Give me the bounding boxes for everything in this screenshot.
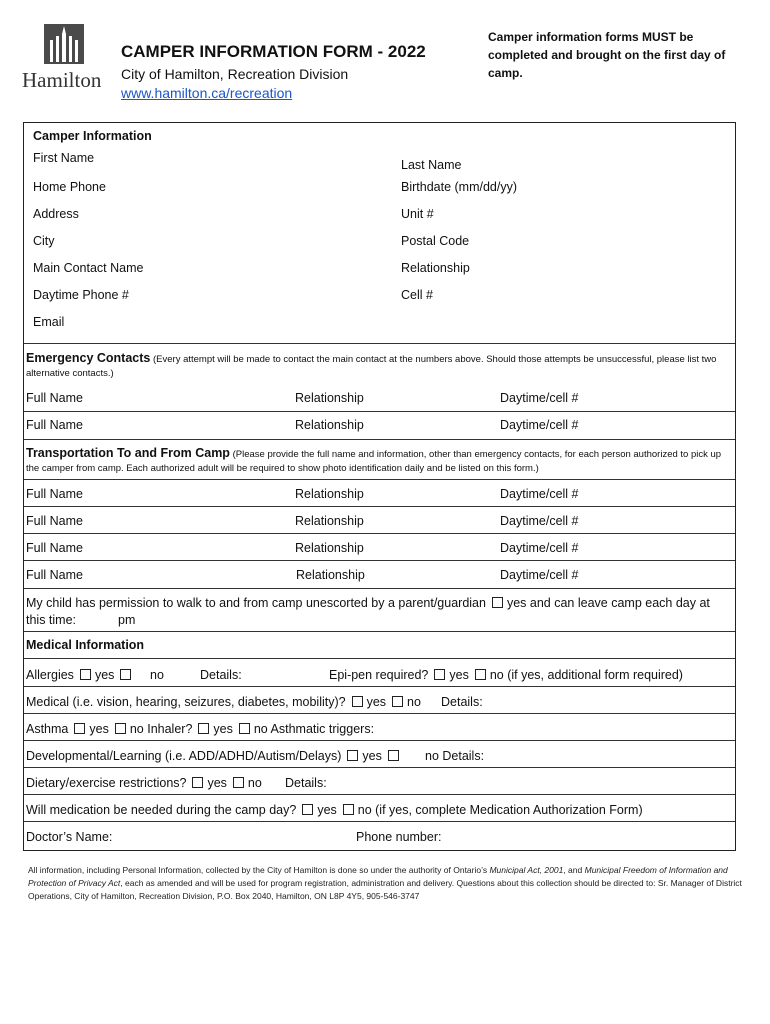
unit-label[interactable]: Unit # (401, 207, 434, 221)
pickup-cell-3[interactable]: Daytime/cell # (500, 541, 579, 555)
medical-no-checkbox[interactable] (392, 696, 403, 707)
dietary-yes-label: yes (207, 776, 227, 790)
medication-note: no (if yes, complete Medication Authorization Form) (357, 803, 643, 817)
allergies-label: Allergies (26, 668, 74, 682)
dietary-label: Dietary/exercise restrictions? (26, 776, 187, 790)
asthma-row (26, 722, 374, 736)
pickup-relationship-3[interactable]: Relationship (295, 541, 364, 555)
cell-label[interactable]: Cell # (401, 288, 433, 302)
daytime-phone-label[interactable]: Daytime Phone # (33, 288, 129, 302)
allergies-no-label: no (150, 668, 164, 682)
address-label[interactable]: Address (33, 207, 79, 221)
transport-note: (Please provide the full name and information, other than emergency contacts, for each person authorized to pick up the camper from camp. Each authorized adult will be required to show photo identification daily and be listed on this form.) (26, 449, 722, 474)
walk-yes-text: yes and can leave camp each day at (506, 596, 710, 610)
inhaler-no-checkbox[interactable] (239, 723, 250, 734)
medical-row (26, 695, 421, 709)
divider (24, 740, 735, 741)
privacy-text-2: , and (563, 865, 585, 875)
divider (24, 631, 735, 632)
divider (24, 767, 735, 768)
medication-yes-label: yes (317, 803, 337, 817)
walk-time-label[interactable]: this time: (26, 613, 77, 627)
divider (24, 439, 735, 440)
last-name-label[interactable]: Last Name (401, 158, 462, 172)
privacy-notice (28, 864, 742, 903)
walk-permission-text: My child has permission to walk to and from camp unescorted by a parent/guardian (26, 596, 486, 610)
city-hall-icon (42, 22, 86, 66)
inhaler-label: no Inhaler? (129, 722, 193, 736)
emergency-heading-block (26, 351, 725, 381)
asthma-triggers-label: no Asthmatic triggers: (253, 722, 375, 736)
epipen-label: Epi-pen required? (329, 668, 429, 682)
medical-yes-label: yes (366, 695, 387, 709)
pickup-full-name-4[interactable]: Full Name (26, 568, 83, 582)
relationship-label[interactable]: Relationship (401, 261, 470, 275)
asthma-yes-label: yes (89, 722, 109, 736)
main-contact-label[interactable]: Main Contact Name (33, 261, 144, 275)
division-name: City of Hamilton, Recreation Division (121, 66, 349, 82)
inhaler-yes-checkbox[interactable] (198, 723, 209, 734)
pickup-relationship-2[interactable]: Relationship (295, 514, 364, 528)
walk-pm-label: pm (118, 613, 136, 627)
allergies-yes-checkbox[interactable] (80, 669, 91, 680)
pickup-cell-1[interactable]: Daytime/cell # (500, 487, 579, 501)
divider (24, 588, 735, 589)
pickup-full-name-2[interactable]: Full Name (26, 514, 83, 528)
developmental-no-checkbox[interactable] (388, 750, 399, 761)
allergies-row (26, 668, 135, 682)
developmental-yes-checkbox[interactable] (347, 750, 358, 761)
pickup-cell-2[interactable]: Daytime/cell # (500, 514, 579, 528)
logo-wordmark: Hamilton (22, 68, 102, 92)
epipen-note: no (if yes, additional form required) (489, 668, 683, 682)
developmental-yes-label: yes (362, 749, 382, 763)
inhaler-yes-label: yes (213, 722, 233, 736)
divider (24, 479, 735, 480)
divider (24, 821, 735, 822)
mfippa-act: Municipal Freedom of Information and Protection of Privacy Act (28, 865, 728, 888)
divider (24, 506, 735, 507)
pickup-relationship-4[interactable]: Relationship (296, 568, 365, 582)
asthma-no-checkbox[interactable] (115, 723, 126, 734)
divider (24, 686, 735, 687)
website-link[interactable]: www.hamilton.ca/recreation (121, 85, 293, 101)
emergency-note: (Every attempt will be made to contact the main contact at the numbers above. Should those attempts be unsuccessful, please list two alternative contacts.) (26, 354, 717, 379)
allergies-details-label[interactable]: Details: (200, 668, 242, 682)
medical-yes-checkbox[interactable] (352, 696, 363, 707)
divider (24, 658, 735, 659)
pickup-full-name-1[interactable]: Full Name (26, 487, 83, 501)
dietary-yes-checkbox[interactable] (192, 777, 203, 788)
allergies-no-checkbox[interactable] (120, 669, 131, 680)
epipen-yes-checkbox[interactable] (434, 669, 445, 680)
developmental-row (26, 749, 403, 763)
doctor-phone-label[interactable]: Phone number: (356, 830, 442, 844)
dietary-no-checkbox[interactable] (233, 777, 244, 788)
medical-conditions-label: Medical (i.e. vision, hearing, seizures, diabetes, mobility)? (26, 695, 346, 709)
city-label[interactable]: City (33, 234, 55, 248)
transport-heading-block (26, 446, 725, 476)
doctor-name-label[interactable]: Doctor’s Name: (26, 830, 113, 844)
divider (24, 713, 735, 714)
developmental-details-label[interactable]: no Details: (425, 749, 485, 763)
emergency-relationship-2[interactable]: Relationship (295, 418, 364, 432)
dietary-no-label: no (247, 776, 262, 790)
developmental-label: Developmental/Learning (i.e. ADD/ADHD/Autism/Delays) (26, 749, 342, 763)
epipen-row (329, 668, 683, 682)
emergency-cell-1[interactable]: Daytime/cell # (500, 391, 579, 405)
epipen-yes-label: yes (449, 668, 469, 682)
divider (24, 343, 735, 344)
postal-code-label[interactable]: Postal Code (401, 234, 470, 248)
pickup-full-name-3[interactable]: Full Name (26, 541, 83, 555)
epipen-no-checkbox[interactable] (475, 669, 486, 680)
asthma-yes-checkbox[interactable] (74, 723, 85, 734)
email-label[interactable]: Email (33, 315, 65, 329)
allergies-yes-label: yes (94, 668, 115, 682)
divider (24, 533, 735, 534)
pickup-cell-4[interactable]: Daytime/cell # (500, 568, 579, 582)
hamilton-logo (22, 22, 106, 94)
dietary-details-label[interactable]: Details: (285, 776, 327, 790)
camper-info-heading: Camper Information (33, 129, 152, 143)
medical-no-label: no (407, 695, 421, 709)
medication-yes-checkbox[interactable] (302, 804, 313, 815)
form-title: CAMPER INFORMATION FORM - 2022 (121, 42, 426, 61)
first-name-label[interactable]: First Name (33, 151, 95, 165)
emergency-heading: Emergency Contacts (26, 351, 151, 365)
emergency-relationship-1[interactable]: Relationship (295, 391, 364, 405)
privacy-text-1: All information, including Personal Information, collected by the City of Hamilton is done so under the authority of Ontario’s (28, 865, 490, 875)
transport-heading: Transportation To and From Camp (26, 446, 230, 460)
birthdate-label[interactable]: Birthdate (mm/dd/yy) (401, 180, 518, 194)
privacy-text-3: , each as amended and will be used for program registration, administration and delivery. Questions about this collection should be directed to: Sr. Manager of District Operations, City of Hamilton, Recreation Division, P.O. Box 2040, Hamilton, ON L8P 4Y5, 905-546-3747 (28, 878, 742, 901)
emergency-cell-2[interactable]: Daytime/cell # (500, 418, 579, 432)
walk-yes-checkbox[interactable] (492, 597, 503, 608)
medication-no-checkbox[interactable] (343, 804, 354, 815)
medication-label: Will medication be needed during the camp day? (26, 803, 297, 817)
asthma-label: Asthma (26, 722, 69, 736)
medical-details-label[interactable]: Details: (441, 695, 483, 709)
municipal-act: Municipal Act, 2001 (489, 865, 564, 875)
dietary-row (26, 776, 262, 790)
camper-form (23, 122, 736, 851)
emergency-full-name-1[interactable]: Full Name (26, 391, 83, 405)
divider (24, 560, 735, 561)
walk-permission-line (26, 596, 710, 610)
pickup-relationship-1[interactable]: Relationship (295, 487, 364, 501)
medical-heading: Medical Information (26, 638, 145, 652)
medication-row (26, 803, 643, 817)
divider (24, 794, 735, 795)
notice-text: Camper information forms MUST be completed and brought on the first day of camp. (488, 30, 726, 80)
home-phone-label[interactable]: Home Phone (33, 180, 106, 194)
emergency-full-name-2[interactable]: Full Name (26, 418, 83, 432)
divider (24, 411, 735, 412)
